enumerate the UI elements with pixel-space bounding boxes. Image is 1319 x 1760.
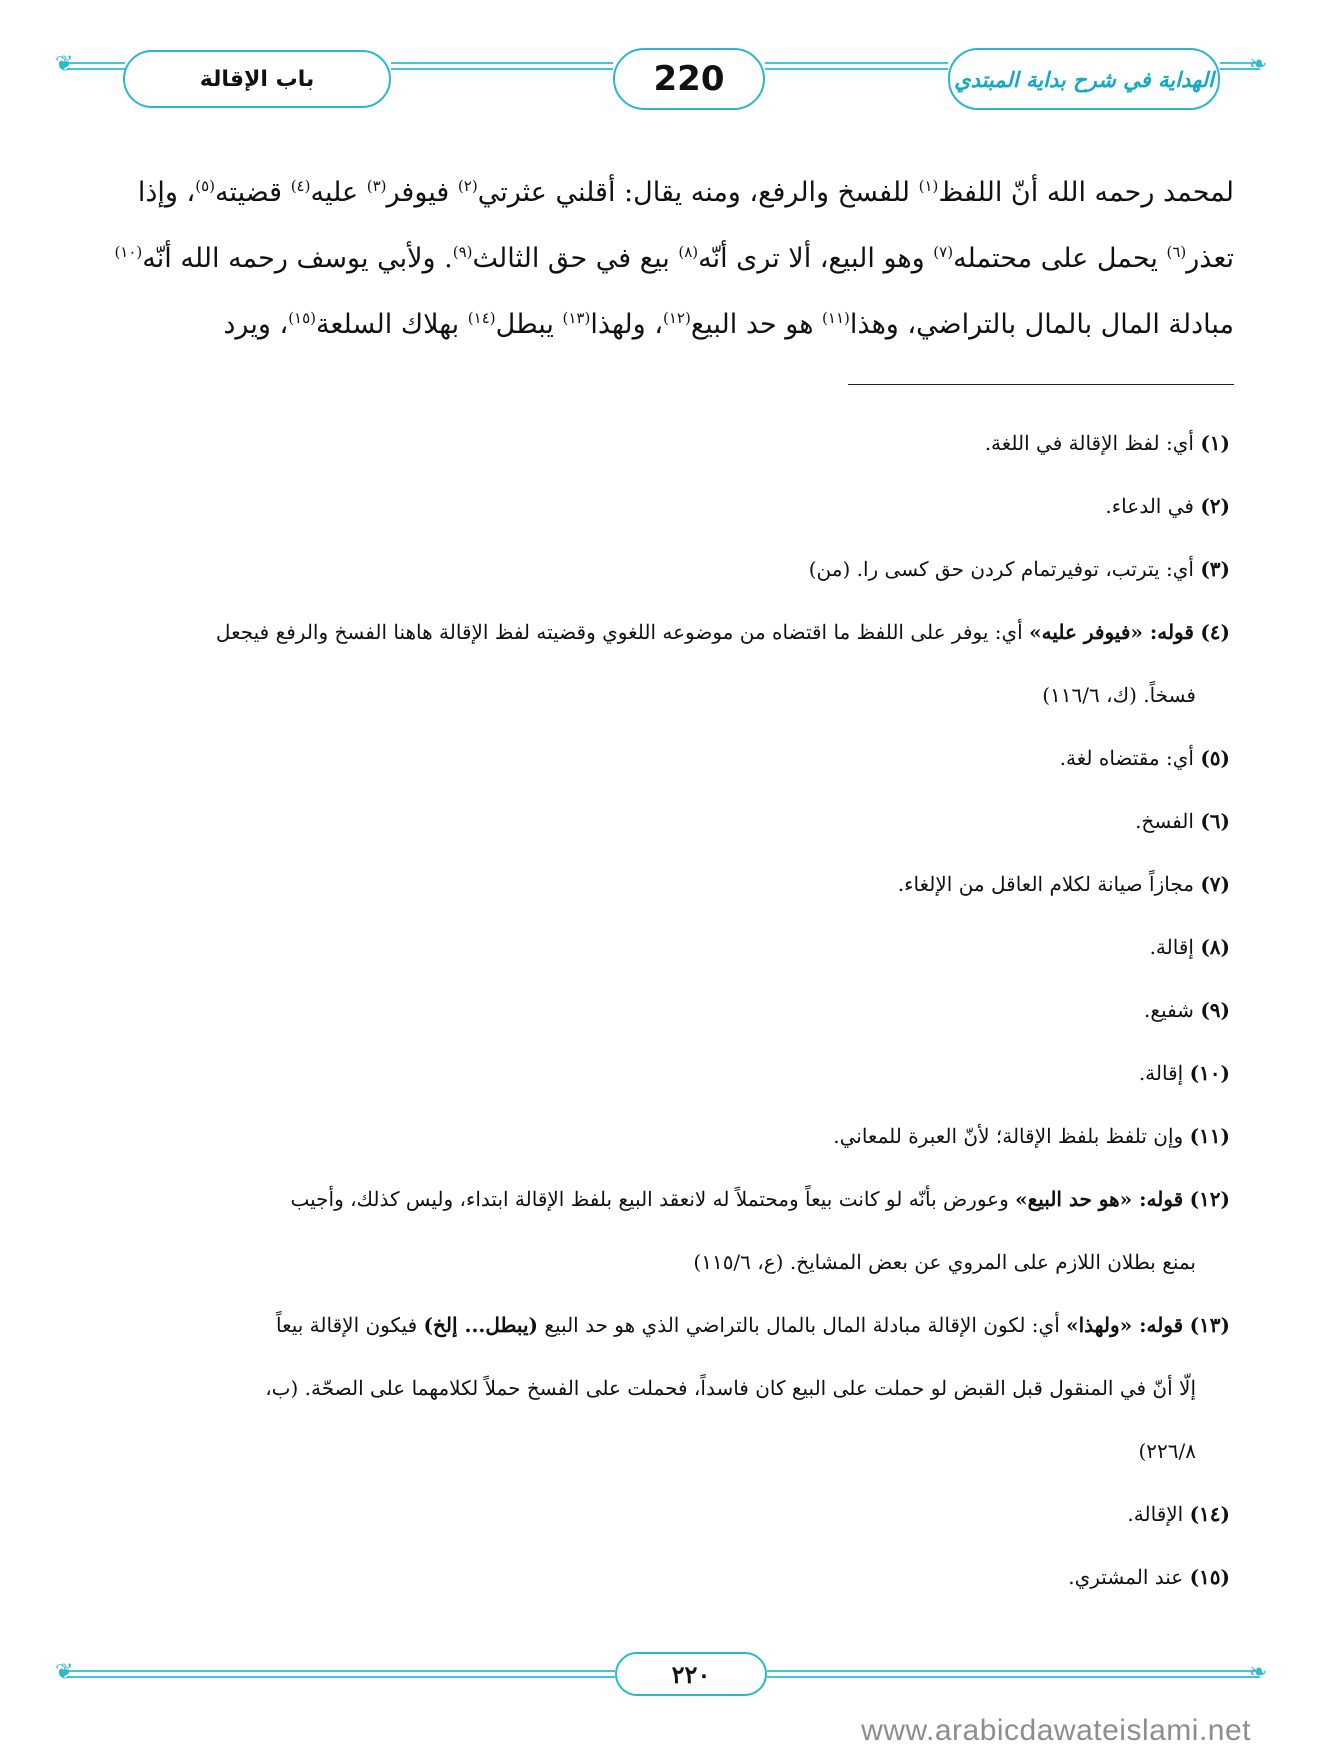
footnote-marker[interactable]: (٤) [290, 177, 311, 195]
footnote-marker[interactable]: (١٣) [562, 309, 591, 327]
footnote-text: أي: لفظ الإقالة في اللغة. [984, 431, 1194, 455]
footnote-marker[interactable]: (١) [918, 177, 939, 195]
footnote-number: (١٠) [1189, 1061, 1230, 1085]
footnote-item [96, 1483, 1234, 1546]
footnote-number: (٥) [1200, 746, 1230, 770]
footer-page-number [615, 1652, 767, 1696]
chapter-title [123, 50, 391, 108]
text-run: فيوفر [386, 177, 458, 208]
footnote-text: فيكون الإقالة بيعاً [275, 1313, 424, 1337]
footnote-item [96, 916, 1234, 979]
main-text [104, 160, 1234, 358]
footnote-item [96, 1546, 1234, 1609]
chapter-title-text: باب الإقالة [199, 66, 315, 92]
footer-rule-left [67, 1670, 615, 1678]
footnote-marker[interactable]: (١٠) [114, 243, 143, 261]
footnote-item [96, 475, 1234, 538]
footnote-marker[interactable]: (١١) [822, 309, 850, 327]
footnote-text: مجازاً صيانة لكلام العاقل من الإلغاء. [897, 872, 1194, 896]
footnote-number: (٦) [1200, 809, 1230, 833]
main-text-line [104, 292, 1234, 358]
text-run: هو حد البيع [690, 309, 823, 340]
text-run: للفسخ والرفع، ومنه يقال: أقلني عثرتي [477, 177, 919, 208]
footnote-number: (٤) [1200, 620, 1230, 644]
book-title [948, 48, 1220, 110]
scroll-ornament-icon: ❧ [1249, 52, 1268, 77]
footnote-text: شفيع. [1144, 998, 1194, 1022]
text-run: قضيته [215, 177, 291, 208]
main-text-line [104, 160, 1234, 226]
website-url[interactable]: www.arabicdawateislami.net [861, 1714, 1251, 1747]
footnote-number: (٢) [1200, 494, 1230, 518]
scroll-ornament-icon: ❧ [1249, 1660, 1268, 1685]
footnote-item [96, 412, 1234, 475]
text-run: يحمل على محتمله [953, 243, 1167, 274]
footnotes [96, 412, 1234, 1609]
text-run: يبطل [495, 309, 563, 340]
page-number-badge [613, 48, 765, 110]
footnote-number: (١٤) [1189, 1502, 1230, 1526]
book-title-text: الهداية في شرح بداية المبتدي [954, 66, 1214, 92]
footnote-text: وإن تلفظ بلفظ الإقالة؛ لأنّ العبرة للمعاني. [833, 1124, 1184, 1148]
text-run: تعذر [1186, 243, 1234, 274]
page-header [55, 48, 1270, 114]
footnote-text: إقالة. [1138, 1061, 1184, 1085]
footnote-continuation: ٢٢٦/٨) [1138, 1439, 1196, 1463]
text-run: ، ولهذا [590, 309, 663, 340]
footnote-item [96, 853, 1234, 916]
footnote-text: عند المشتري. [1068, 1565, 1184, 1589]
footnote-text: أي: مقتضاه لغة. [1059, 746, 1194, 770]
text-run: ، ويرد [223, 309, 289, 340]
text-run: عليه [310, 177, 367, 208]
scroll-ornament-icon: ❦ [55, 52, 74, 77]
footnote-marker[interactable]: (١٤) [467, 309, 496, 327]
text-run: ، وإذا [137, 177, 196, 208]
footnote-text: الفسخ. [1135, 809, 1194, 833]
footnote-text: الإقالة. [1127, 1502, 1184, 1526]
footnote-number: (٧) [1200, 872, 1230, 896]
footnote-label: قوله: «هو حد البيع» [1015, 1187, 1184, 1211]
footnote-number: (١٥) [1189, 1565, 1230, 1589]
footnote-marker[interactable]: (١٢) [663, 309, 691, 327]
footnote-label: قوله: «فيوفر عليه» [1029, 620, 1194, 644]
footnote-number: (٩) [1200, 998, 1230, 1022]
footnote-number: (٣) [1200, 557, 1230, 581]
footnote-item [96, 979, 1234, 1042]
footnote-item [96, 1105, 1234, 1168]
footnote-text: في الدعاء. [1105, 494, 1194, 518]
header-rule-mid-right [765, 62, 948, 70]
footnote-number: (١٢) [1189, 1187, 1230, 1211]
text-run: بيع في حق الثالث [472, 243, 679, 274]
footnote-text: إقالة. [1149, 935, 1194, 959]
footnote-separator [848, 384, 1234, 385]
footnote-text: أي: لكون الإقالة مبادلة المال بالمال بالتراضي الذي هو حد البيع [538, 1313, 1067, 1337]
footnote-marker[interactable]: (٦) [1166, 243, 1187, 261]
footnote-number: (٨) [1200, 935, 1230, 959]
footnote-continuation: إلّا أنّ في المنقول قبل القبض لو حملت على البيع كان فاسداً، فحملت على الفسخ حملاً لكلامهما على الصحّة. (ب، [265, 1376, 1196, 1400]
footer-rule-right [767, 1670, 1260, 1678]
footnote-marker[interactable]: (٥) [195, 177, 215, 195]
footnote-continuation: فسخاً. (ك، ١١٦/٦) [1042, 683, 1196, 707]
page-footer [55, 1652, 1270, 1696]
text-run: لمحمد رحمه الله أنّ اللفظ [938, 177, 1234, 208]
footnote-text: أي: يترتب، توفيرتمام كردن حق كسى را. (من) [808, 557, 1194, 581]
footnote-marker[interactable]: (١٥) [288, 309, 317, 327]
footnote-item [96, 727, 1234, 790]
footer-page-number-text: ٢٢٠ [671, 1659, 711, 1689]
footnote-text: وعورض بأنّه لو كانت بيعاً ومحتملاً له لانعقد البيع بلفظ الإقالة ابتداء، وليس كذلك، وأجيب [290, 1187, 1016, 1211]
footnote-item [96, 1294, 1234, 1483]
footnote-item [96, 790, 1234, 853]
header-rule-left [67, 62, 125, 70]
page-number-text: 220 [653, 59, 725, 99]
text-run: . ولأبي يوسف رحمه الله أنّه [142, 243, 453, 274]
footnote-number: (١١) [1189, 1124, 1230, 1148]
footnote-continuation: بمنع بطلان اللازم على المروي عن بعض المشايخ. (ع، ١١٥/٦) [693, 1250, 1196, 1274]
header-rule-mid-left [391, 62, 613, 70]
scroll-ornament-icon: ❦ [55, 1660, 74, 1685]
footnote-marker[interactable]: (٩) [452, 243, 473, 261]
footnote-item [96, 601, 1234, 727]
footnote-label: قوله: «ولهذا» [1066, 1313, 1184, 1337]
text-run: مبادلة المال بالمال بالتراضي، وهذا [849, 309, 1234, 340]
footnote-item [96, 538, 1234, 601]
footnote-marker[interactable]: (٣) [366, 177, 387, 195]
text-run: وهو البيع، ألا ترى أنّه [698, 243, 934, 274]
footnote-text: أي: يوفر على اللفظ ما اقتضاه من موضوعه اللغوي وقضيته لفظ الإقالة هاهنا الفسخ والرفع فيجعل [215, 620, 1030, 644]
footnote-marker[interactable]: (٨) [678, 243, 699, 261]
main-text-line [104, 226, 1234, 292]
footnote-item [96, 1042, 1234, 1105]
footnote-marker[interactable]: (٧) [933, 243, 954, 261]
footnote-number: (١٣) [1189, 1313, 1230, 1337]
footnote-marker[interactable]: (٢) [457, 177, 478, 195]
footnote-item [96, 1168, 1234, 1294]
text-run: بهلاك السلعة [316, 309, 468, 340]
footnote-number: (١) [1200, 431, 1230, 455]
footnote-label: (يبطل... إلخ) [423, 1313, 538, 1337]
